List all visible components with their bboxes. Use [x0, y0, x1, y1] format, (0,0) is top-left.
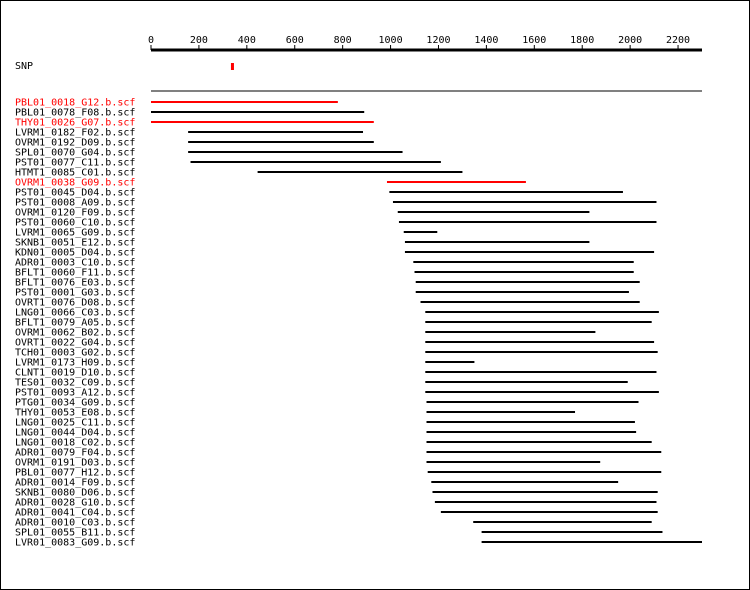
- read-name[interactable]: HTMT1_0085_C01.b.scf: [15, 167, 136, 179]
- read-name[interactable]: OVRM1_0062_B02.b.scf: [15, 327, 136, 339]
- read-name[interactable]: PST01_0045_D04.b.scf: [15, 187, 136, 199]
- read-name[interactable]: OVRM1_0038_G09.b.scf: [15, 177, 136, 189]
- read-name[interactable]: LNG01_0025_C11.b.scf: [15, 417, 136, 429]
- read-name[interactable]: ADR01_0028_G10.b.scf: [15, 497, 136, 509]
- read-name[interactable]: SKNB1_0051_E12.b.scf: [15, 237, 136, 249]
- read-name[interactable]: PST01_0077_C11.b.scf: [15, 157, 136, 169]
- axis-tick-label: 0: [147, 35, 155, 46]
- read-name[interactable]: SKNB1_0080_D06.b.scf: [15, 487, 136, 499]
- read-name[interactable]: CLNT1_0019_D10.b.scf: [15, 367, 136, 379]
- axis-tick-label: 200: [189, 35, 208, 46]
- read-name[interactable]: ADR01_0010_C03.b.scf: [15, 517, 136, 529]
- axis-tick-label: 2000: [618, 35, 643, 46]
- read-name[interactable]: ADR01_0003_C10.b.scf: [15, 257, 136, 269]
- axis-tick-label: 1000: [378, 35, 403, 46]
- read-name[interactable]: BFLT1_0060_F11.b.scf: [15, 267, 136, 279]
- read-name[interactable]: TCH01_0003_G02.b.scf: [15, 347, 136, 359]
- coordinate-axis: [148, 35, 702, 50]
- read-name[interactable]: PBL01_0018_G12.b.scf: [15, 97, 136, 109]
- read-name[interactable]: BFLT1_0079_A05.b.scf: [15, 317, 136, 329]
- read-row: [15, 538, 702, 549]
- read-name[interactable]: KDN01_0005_D04.b.scf: [15, 247, 136, 259]
- read-name[interactable]: LVRM1_0065_G09.b.scf: [15, 227, 136, 239]
- read-name[interactable]: PBL01_0078_F08.b.scf: [15, 107, 136, 119]
- read-name[interactable]: THY01_0026_G07.b.scf: [15, 117, 136, 129]
- axis-tick-label: 1600: [522, 35, 547, 46]
- read-alignment-list: [15, 98, 702, 549]
- read-name[interactable]: ADR01_0079_F04.b.scf: [15, 447, 136, 459]
- read-name[interactable]: OVRM1_0192_D09.b.scf: [15, 137, 136, 149]
- read-name[interactable]: LVRM1_0173_H09.b.scf: [15, 357, 136, 369]
- read-name[interactable]: PTG01_0034_G09.b.scf: [15, 397, 136, 409]
- read-name[interactable]: PBL01_0077_H12.b.scf: [15, 467, 136, 479]
- alignment-viewer: [1, 1, 749, 589]
- read-name[interactable]: OVRT1_0022_G04.b.scf: [15, 337, 136, 349]
- read-name[interactable]: SPL01_0055_B11.b.scf: [15, 527, 136, 539]
- read-name[interactable]: PST01_0060_C10.b.scf: [15, 217, 136, 229]
- axis-tick-label: 1800: [570, 35, 595, 46]
- read-name[interactable]: PST01_0008_A09.b.scf: [15, 197, 136, 209]
- axis-tick-label: 400: [237, 35, 256, 46]
- read-name[interactable]: OVRT1_0076_D08.b.scf: [15, 297, 136, 309]
- axis-tick-label: 1200: [426, 35, 451, 46]
- read-name[interactable]: PST01_0093_A12.b.scf: [15, 387, 136, 399]
- read-name[interactable]: THY01_0053_E08.b.scf: [15, 407, 136, 419]
- snp-marker: [231, 63, 234, 70]
- read-name[interactable]: OVRM1_0191_D03.b.scf: [15, 457, 136, 469]
- axis-tick-label: 600: [285, 35, 304, 46]
- read-name[interactable]: LVR01_0083_G09.b.scf: [15, 537, 136, 549]
- read-name[interactable]: TES01_0032_C09.b.scf: [15, 377, 136, 389]
- read-name[interactable]: LNG01_0044_D04.b.scf: [15, 427, 136, 439]
- read-name[interactable]: ADR01_0041_C04.b.scf: [15, 507, 136, 519]
- snp-label: SNP: [15, 61, 34, 72]
- read-name[interactable]: LVRM1_0182_F02.b.scf: [15, 127, 136, 139]
- read-name[interactable]: LNG01_0066_C03.b.scf: [15, 307, 136, 319]
- axis-tick-label: 1400: [474, 35, 499, 46]
- snp-track: [15, 61, 234, 72]
- read-name[interactable]: LNG01_0018_C02.b.scf: [15, 437, 136, 449]
- axis-tick-label: 800: [333, 35, 352, 46]
- read-name[interactable]: BFLT1_0076_E03.b.scf: [15, 277, 136, 289]
- read-name[interactable]: ADR01_0014_F09.b.scf: [15, 477, 136, 489]
- axis-tick-label: 2200: [665, 35, 691, 46]
- read-name[interactable]: SPL01_0070_G04.b.scf: [15, 147, 136, 159]
- read-name[interactable]: PST01_0001_G03.b.scf: [15, 287, 136, 299]
- read-name[interactable]: OVRM1_0120_F09.b.scf: [15, 207, 136, 219]
